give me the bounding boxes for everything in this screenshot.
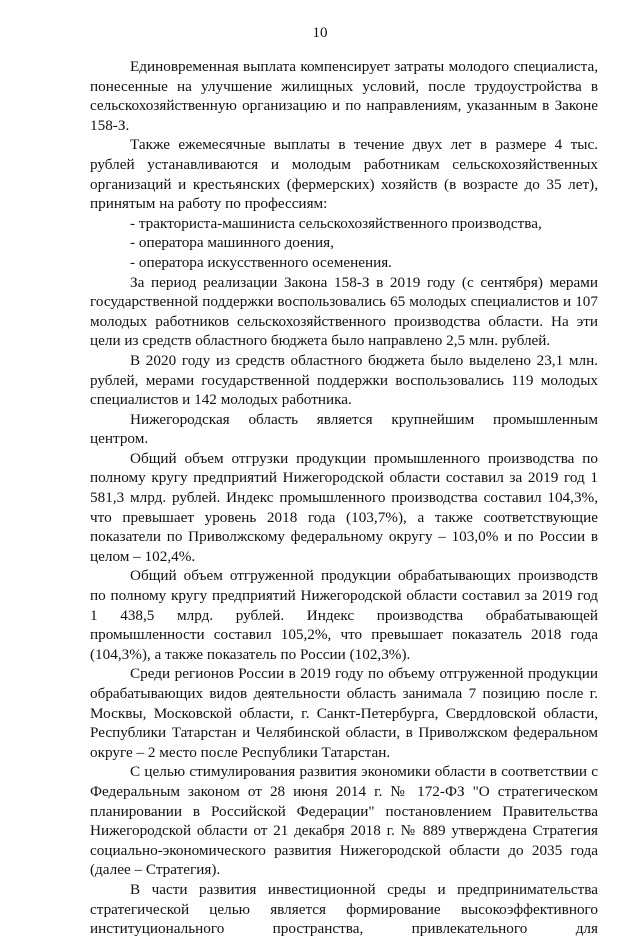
page-number: 10	[312, 25, 328, 41]
list-item: - тракториста-машиниста сельскохозяйственного производства,	[130, 214, 542, 232]
list-item: - оператора машинного доения,	[130, 234, 334, 252]
paragraph-2020-funding: В 2020 году из средств областного бюджета было выделено 23,1 млн. рублей, мерами государственной поддержки воспользовались 119 молодых специалистов и 142 молодых работника.	[90, 351, 598, 409]
paragraph-manufacturing-output: Общий объем отгруженной продукции обрабатывающих производств по полному кругу предприятий Нижегородской области составил за 2019 год 1 438,5 млрд. рублей. Индекс производства обрабатывающей промышленности составил 105,2%, что превышает показатель 2018 года (104,3%), а также показатель по России (102,3%).	[90, 567, 598, 663]
document-body	[90, 57, 598, 939]
paragraph-law-period-2019: За период реализации Закона 158-З в 2019 году (с сентября) мерами государственной поддержки воспользовались 65 молодых специалистов и 107 молодых работников сельскохозяйственного производства области. На эти цели из средств областного бюджета было направлено 2,5 млн. рублей.	[90, 273, 598, 350]
paragraph-monthly-payments: Также ежемесячные выплаты в течение двух лет в размере 4 тыс. рублей устанавливаются и молодым работникам сельскохозяйственных организаций и крестьянских (фермерских) хозяйств (в возрасте до 35 лет), принятым на работу по профессиям:	[90, 136, 598, 213]
paragraph-industrial-output: Общий объем отгрузки продукции промышленного производства по полному кругу предприятий Нижегородской области составил за 2019 год 1 581,3 млрд. рублей. Индекс промышленного производства составил 104,3%, что превышает уровень 2018 года (103,7%), а также соответствующие показатели по Приволжскому федеральному округу – 103,0% и по России в целом – 102,4%.	[90, 449, 598, 565]
paragraph-investment-environment: В части развития инвестиционной среды и предпринимательства стратегической целью является формирование высокоэффективного институционального пространства, привлекательного для	[90, 880, 598, 938]
paragraph-strategy: С целью стимулирования развития экономики области в соответствии с Федеральным законом от 28 июня 2014 г. № 172-ФЗ "О стратегическом планировании в Российской Федерации" постановлением Правительства Нижегородской области от 21 декабря 2018 г. № 889 утверждена Стратегия социально-экономического развития Нижегородской области до 2035 года (далее – Стратегия).	[90, 763, 598, 879]
list-item: - оператора искусственного осеменения.	[130, 253, 392, 271]
paragraph-industrial-center: Нижегородская область является крупнейшим промышленным центром.	[90, 410, 598, 448]
paragraph-regional-ranking: Среди регионов России в 2019 году по объему отгруженной продукции обрабатывающих видов деятельности область занимала 7 позицию после г. Москвы, Московской области, г. Санкт-Петербурга, Свердловской области, Республики Татарстан и Челябинской области, в Приволжском федеральном округе – 2 место после Республики Татарстан.	[90, 665, 598, 761]
professions-list	[90, 214, 598, 273]
paragraph-one-time-payment: Единовременная выплата компенсирует затраты молодого специалиста, понесенные на улучшение жилищных условий, после трудоустройства в сельскохозяйственную организацию и по направлениям, указанным в Законе 158-З.	[90, 58, 598, 134]
